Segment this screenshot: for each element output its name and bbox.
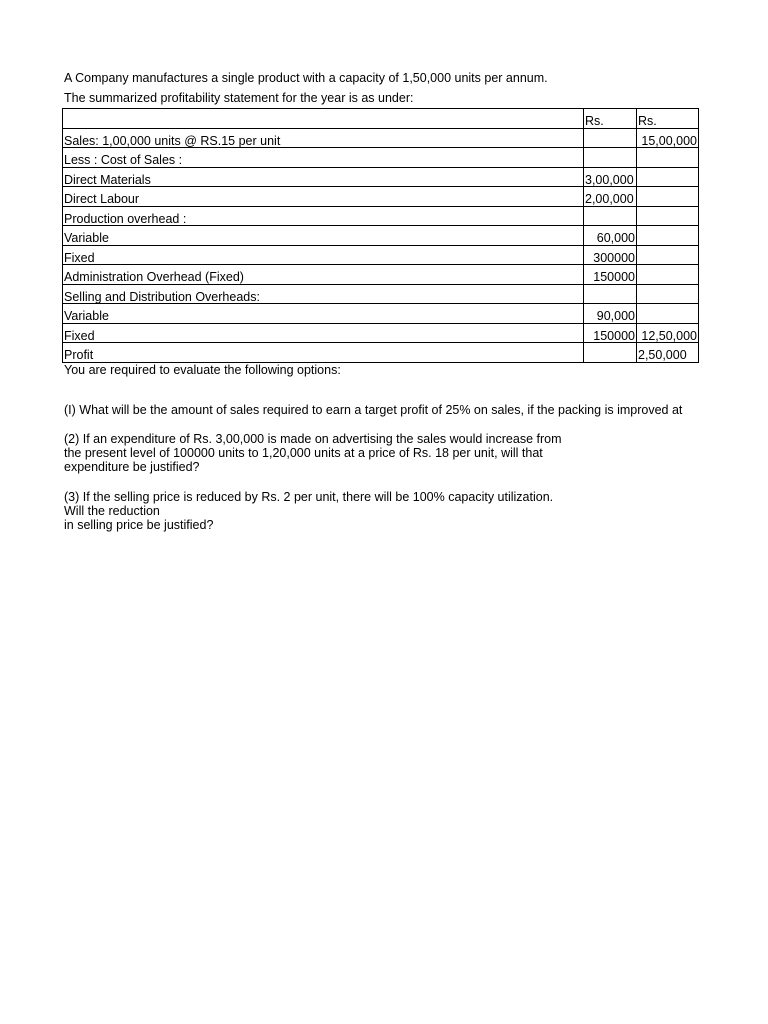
row-total: 15,00,000	[637, 128, 699, 148]
question-2-line: (2) If an expenditure of Rs. 3,00,000 is made on advertising the sales would increase from	[64, 432, 562, 446]
row-amount	[584, 206, 637, 226]
question-1: (I) What will be the amount of sales required to earn a target profit of 25% on sales, if the packing is improved at	[64, 403, 683, 417]
row-label: Administration Overhead (Fixed)	[63, 265, 584, 285]
row-total	[637, 284, 699, 304]
question-3-line: Will the reduction	[64, 504, 160, 518]
row-amount: 150000	[584, 265, 637, 285]
table-row	[63, 187, 699, 207]
row-label: Direct Materials	[63, 167, 584, 187]
row-label: Production overhead :	[63, 206, 584, 226]
row-label: Variable	[63, 226, 584, 246]
table-row	[63, 167, 699, 187]
row-total	[637, 304, 699, 324]
row-amount	[584, 128, 637, 148]
question-2	[64, 432, 562, 474]
table-row	[63, 323, 699, 343]
table-row	[63, 343, 699, 363]
row-amount	[584, 343, 637, 363]
row-total	[637, 245, 699, 265]
table-header-cell	[63, 109, 584, 129]
table-row	[63, 128, 699, 148]
row-label: Profit	[63, 343, 584, 363]
row-label: Fixed	[63, 323, 584, 343]
row-amount: 90,000	[584, 304, 637, 324]
question-3-line: in selling price be justified?	[64, 518, 214, 532]
row-total	[637, 265, 699, 285]
table-header-cell: Rs.	[637, 109, 699, 129]
intro-line-2: The summarized profitability statement for the year is as under:	[64, 91, 414, 105]
row-total	[637, 226, 699, 246]
row-amount: 300000	[584, 245, 637, 265]
row-total	[637, 206, 699, 226]
profitability-statement-table	[62, 108, 699, 363]
instruction-text: You are required to evaluate the following options:	[64, 363, 341, 377]
row-total	[637, 167, 699, 187]
row-label: Less : Cost of Sales :	[63, 148, 584, 168]
row-amount: 150000	[584, 323, 637, 343]
table-row	[63, 284, 699, 304]
question-2-line: the present level of 100000 units to 1,20,000 units at a price of Rs. 18 per unit, will that	[64, 446, 543, 460]
row-label: Sales: 1,00,000 units @ RS.15 per unit	[63, 128, 584, 148]
row-label: Variable	[63, 304, 584, 324]
row-amount: 60,000	[584, 226, 637, 246]
table-row	[63, 245, 699, 265]
table-row	[63, 148, 699, 168]
row-amount	[584, 284, 637, 304]
table-row	[63, 226, 699, 246]
table-row	[63, 304, 699, 324]
row-total	[637, 148, 699, 168]
question-2-line: expenditure be justified?	[64, 460, 200, 474]
row-label: Selling and Distribution Overheads:	[63, 284, 584, 304]
question-3-line: (3) If the selling price is reduced by Rs. 2 per unit, there will be 100% capacity utilization.	[64, 490, 554, 504]
row-amount: 3,00,000	[584, 167, 637, 187]
row-amount	[584, 148, 637, 168]
row-amount: 2,00,000	[584, 187, 637, 207]
table-header-row	[63, 109, 699, 129]
table-row	[63, 206, 699, 226]
intro-line-1: A Company manufactures a single product with a capacity of 1,50,000 units per annum.	[64, 71, 548, 85]
table-row	[63, 265, 699, 285]
row-total	[637, 187, 699, 207]
row-label: Fixed	[63, 245, 584, 265]
row-total: 2,50,000	[637, 343, 699, 363]
question-3	[64, 490, 553, 532]
table-header-cell: Rs.	[584, 109, 637, 129]
row-label: Direct Labour	[63, 187, 584, 207]
row-total: 12,50,000	[637, 323, 699, 343]
